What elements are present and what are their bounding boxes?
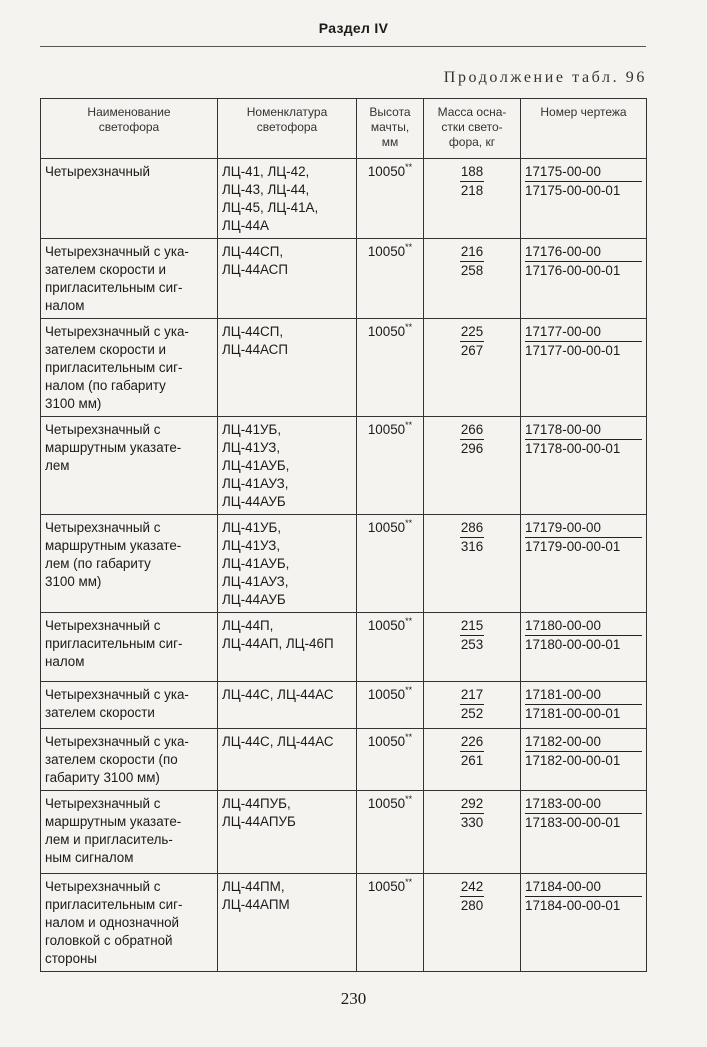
drawing-number-cell	[521, 239, 647, 319]
footnote-mark: **	[405, 161, 413, 172]
mass-cell	[424, 791, 521, 874]
drawing-number-main: 17184-00-00	[525, 878, 642, 897]
drawing-number-variant: 17176-00-00-01	[525, 263, 621, 278]
mass-denominator: 253	[460, 637, 484, 652]
footnote-mark: **	[405, 615, 413, 626]
nomenclature-cell: ЛЦ-44С, ЛЦ-44АС	[218, 729, 357, 791]
signal-name-cell: Четырехзначный	[41, 159, 218, 239]
mass-cell	[424, 319, 521, 417]
mast-height-value: 10050	[367, 618, 406, 633]
mast-height-value: 10050	[367, 164, 406, 179]
mast-height-value: 10050	[367, 687, 406, 702]
mast-height-cell	[357, 159, 424, 239]
column-header-name: Наименование светофора	[41, 99, 218, 159]
drawing-number-cell	[521, 319, 647, 417]
mast-height-cell	[357, 515, 424, 613]
footnote-mark: **	[405, 731, 413, 742]
mass-numerator: 216	[460, 243, 484, 262]
mass-denominator: 267	[460, 343, 484, 358]
drawing-number-cell	[521, 515, 647, 613]
mass-numerator: 188	[460, 163, 484, 182]
mast-height-cell	[357, 239, 424, 319]
drawing-number-variant: 17184-00-00-01	[525, 898, 621, 913]
footnote-mark: **	[405, 793, 413, 804]
drawing-number-cell	[521, 791, 647, 874]
nomenclature-cell: ЛЦ-44СП, ЛЦ-44АСП	[218, 319, 357, 417]
nomenclature-cell: ЛЦ-41УБ, ЛЦ-41УЗ, ЛЦ-41АУБ, ЛЦ-41АУЗ, ЛЦ-44АУБ	[218, 417, 357, 515]
table-row	[41, 159, 647, 239]
drawing-number-main: 17177-00-00	[525, 323, 642, 342]
section-title: Раздел IV	[318, 20, 389, 36]
drawing-number-variant: 17180-00-00-01	[525, 637, 621, 652]
footnote-mark: **	[405, 684, 413, 695]
drawing-number-main: 17181-00-00	[525, 686, 642, 705]
drawing-number-variant: 17182-00-00-01	[525, 753, 621, 768]
nomenclature-cell: ЛЦ-44С, ЛЦ-44АС	[218, 682, 357, 729]
drawing-number-cell	[521, 682, 647, 729]
mass-cell	[424, 874, 521, 972]
mass-cell	[424, 159, 521, 239]
table-row	[41, 682, 647, 729]
nomenclature-cell: ЛЦ-44ПУБ, ЛЦ-44АПУБ	[218, 791, 357, 874]
column-header-height: Высота мачты, мм	[357, 99, 424, 159]
signal-name-cell: Четырехзначный с пригласительным сиг- налом	[41, 613, 218, 682]
footnote-mark: **	[405, 321, 413, 332]
mass-denominator: 296	[460, 441, 484, 456]
signal-table	[40, 98, 647, 972]
table-row	[41, 874, 647, 972]
mast-height-cell	[357, 791, 424, 874]
mass-denominator: 316	[460, 539, 484, 554]
drawing-number-main: 17179-00-00	[525, 519, 642, 538]
mast-height-cell	[357, 417, 424, 515]
footnote-mark: **	[405, 419, 413, 430]
mass-numerator: 215	[460, 617, 484, 636]
mass-numerator: 292	[460, 795, 484, 814]
mass-numerator: 217	[460, 686, 484, 705]
signal-name-cell: Четырехзначный с ука- зателем скорости (по габариту 3100 мм)	[41, 729, 218, 791]
table-row	[41, 729, 647, 791]
mast-height-value: 10050	[367, 879, 406, 894]
page-number: 230	[340, 989, 367, 1008]
table-row	[41, 417, 647, 515]
drawing-number-variant: 17178-00-00-01	[525, 441, 621, 456]
drawing-number-variant: 17177-00-00-01	[525, 343, 621, 358]
mast-height-value: 10050	[367, 734, 406, 749]
mast-height-cell	[357, 729, 424, 791]
table-continuation-caption: Продолжение табл. 96	[443, 69, 647, 86]
signal-name-cell: Четырехзначный с маршрутным указате- лем	[41, 417, 218, 515]
signal-name-cell: Четырехзначный с маршрутным указате- лем (по габариту 3100 мм)	[41, 515, 218, 613]
column-header-drawing: Номер чертежа	[521, 99, 647, 159]
footnote-mark: **	[405, 241, 413, 252]
table-header-row	[41, 99, 647, 159]
signal-name-cell: Четырехзначный с маршрутным указате- лем и пригласитель- ным сигналом	[41, 791, 218, 874]
mast-height-cell	[357, 874, 424, 972]
mast-height-value: 10050	[367, 422, 406, 437]
drawing-number-main: 17175-00-00	[525, 163, 642, 182]
drawing-number-cell	[521, 159, 647, 239]
nomenclature-cell: ЛЦ-41, ЛЦ-42, ЛЦ-43, ЛЦ-44, ЛЦ-45, ЛЦ-41А, ЛЦ-44А	[218, 159, 357, 239]
drawing-number-variant: 17181-00-00-01	[525, 706, 621, 721]
nomenclature-cell: ЛЦ-41УБ, ЛЦ-41УЗ, ЛЦ-41АУБ, ЛЦ-41АУЗ, ЛЦ-44АУБ	[218, 515, 357, 613]
signal-name-cell: Четырехзначный с ука- зателем скорости и пригласительным сиг- налом (по габариту 3100 мм)	[41, 319, 218, 417]
table-row	[41, 319, 647, 417]
drawing-number-cell	[521, 417, 647, 515]
nomenclature-cell: ЛЦ-44ПМ, ЛЦ-44АПМ	[218, 874, 357, 972]
mast-height-cell	[357, 319, 424, 417]
mast-height-value: 10050	[367, 324, 406, 339]
mass-denominator: 218	[460, 183, 484, 198]
mast-height-value: 10050	[367, 244, 406, 259]
column-header-nomenclature: Номенклатура светофора	[218, 99, 357, 159]
drawing-number-main: 17178-00-00	[525, 421, 642, 440]
mast-height-value: 10050	[367, 520, 406, 535]
signal-name-cell: Четырехзначный с пригласительным сиг- налом и однозначной головкой с обратной стороны	[41, 874, 218, 972]
drawing-number-main: 17182-00-00	[525, 733, 642, 752]
signal-name-cell: Четырехзначный с ука- зателем скорости	[41, 682, 218, 729]
footnote-mark: **	[405, 876, 413, 887]
mass-numerator: 266	[460, 421, 484, 440]
mass-cell	[424, 239, 521, 319]
drawing-number-cell	[521, 729, 647, 791]
header-divider	[40, 46, 646, 47]
mass-cell	[424, 417, 521, 515]
column-header-mass: Масса осна- стки свето- фора, кг	[424, 99, 521, 159]
drawing-number-variant: 17179-00-00-01	[525, 539, 621, 554]
drawing-number-main: 17180-00-00	[525, 617, 642, 636]
mass-numerator: 225	[460, 323, 484, 342]
table-row	[41, 239, 647, 319]
table-body	[41, 159, 647, 972]
table-row	[41, 791, 647, 874]
mass-denominator: 280	[460, 898, 484, 913]
mass-numerator: 242	[460, 878, 484, 897]
drawing-number-main: 17176-00-00	[525, 243, 642, 262]
footnote-mark: **	[405, 517, 413, 528]
drawing-number-variant: 17183-00-00-01	[525, 815, 621, 830]
mass-cell	[424, 682, 521, 729]
drawing-number-cell	[521, 613, 647, 682]
mass-denominator: 258	[460, 263, 484, 278]
mass-cell	[424, 613, 521, 682]
drawing-number-variant: 17175-00-00-01	[525, 183, 621, 198]
mass-numerator: 226	[460, 733, 484, 752]
mass-denominator: 261	[460, 753, 484, 768]
signal-name-cell: Четырехзначный с ука- зателем скорости и пригласительным сиг- налом	[41, 239, 218, 319]
drawing-number-main: 17183-00-00	[525, 795, 642, 814]
mast-height-cell	[357, 613, 424, 682]
table-row	[41, 613, 647, 682]
drawing-number-cell	[521, 874, 647, 972]
mass-cell	[424, 729, 521, 791]
mass-numerator: 286	[460, 519, 484, 538]
mast-height-value: 10050	[367, 796, 406, 811]
mast-height-cell	[357, 682, 424, 729]
mass-denominator: 330	[460, 815, 484, 830]
table-row	[41, 515, 647, 613]
mass-denominator: 252	[460, 706, 484, 721]
nomenclature-cell: ЛЦ-44П, ЛЦ-44АП, ЛЦ-46П	[218, 613, 357, 682]
mass-cell	[424, 515, 521, 613]
nomenclature-cell: ЛЦ-44СП, ЛЦ-44АСП	[218, 239, 357, 319]
